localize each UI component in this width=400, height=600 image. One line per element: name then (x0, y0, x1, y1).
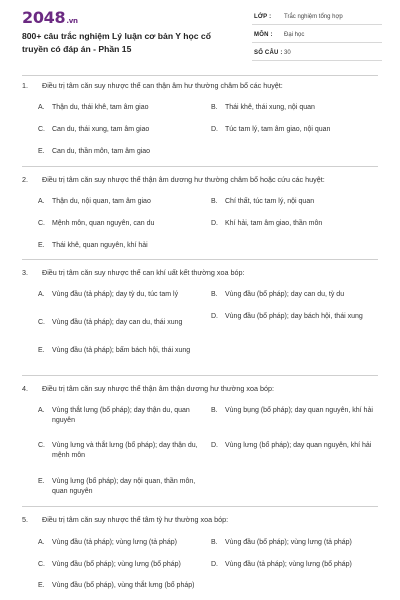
option-b[interactable] (211, 406, 381, 416)
option-text: Vùng đầu (tả pháp); vùng lưng (bổ pháp) (225, 561, 352, 568)
option-letter: B. (211, 407, 218, 414)
option-letter: D. (211, 442, 218, 449)
option-letter: A. (38, 104, 45, 111)
option-a[interactable] (38, 538, 206, 548)
option-text: Vùng bụng (bổ pháp); day quan nguyên, khí hải (225, 407, 373, 414)
question-text (22, 175, 378, 185)
option-text: Vùng đầu (bổ pháp); day can du, tỳ du (225, 291, 345, 298)
option-letter: D. (211, 126, 218, 133)
option-text: Mệnh môn, quan nguyên, can du (52, 220, 155, 227)
question-divider (22, 259, 378, 260)
option-text: Vùng đầu (tả pháp); day tỳ du, túc tam lý (52, 291, 179, 298)
option-letter: E. (38, 582, 45, 589)
page-title: 800+ câu trắc nghiệm Lý luận cơ bản Y học cổ truyền có đáp án - Phần 15 (22, 31, 211, 54)
question-divider (22, 166, 378, 167)
option-text: Chí thất, túc tam lý, nội quan (225, 198, 315, 205)
question-divider (22, 506, 378, 507)
option-text: Túc tam lý, tam âm giao, nội quan (225, 126, 331, 133)
question-text (22, 515, 378, 525)
option-letter: D. (211, 220, 218, 227)
option-text: Vùng thắt lưng (bổ pháp); day thận du, quan nguyên (52, 407, 190, 424)
option-text: Vùng đầu (tả pháp); bấm bách hội, thái xung (52, 347, 191, 354)
option-text: Khí hải, tam âm giao, thần môn (225, 220, 323, 227)
option-letter: B. (211, 104, 218, 111)
question-number: 1. (22, 81, 28, 90)
option-a[interactable] (38, 103, 203, 113)
option-text: Thận du, thái khê, tam âm giao (52, 104, 149, 111)
question-text (22, 384, 378, 394)
question-5 (22, 515, 378, 525)
info-label: LỚP : (254, 14, 272, 20)
option-c[interactable] (38, 560, 206, 570)
option-b[interactable] (211, 103, 381, 113)
option-e[interactable] (38, 581, 198, 591)
option-b[interactable] (211, 197, 381, 207)
option-letter: A. (38, 291, 45, 298)
page-header (0, 0, 400, 70)
option-text: Vùng lưng và thắt lưng (bổ pháp); day thận du, mệnh môn (52, 442, 198, 459)
header-divider (22, 75, 378, 76)
option-letter: C. (38, 220, 45, 227)
info-value: Trắc nghiệm tổng hợp (284, 14, 343, 20)
info-label: MÔN : (254, 32, 273, 38)
option-text: Thái khê, thái xung, nội quan (225, 104, 315, 111)
question-2 (22, 175, 378, 185)
option-d[interactable] (211, 312, 381, 322)
option-text: Can du, thái xung, tam âm giao (52, 126, 150, 133)
option-letter: B. (211, 291, 218, 298)
option-letter: C. (38, 442, 45, 449)
question-text (22, 81, 378, 91)
option-text: Vùng lưng (bổ pháp); day quan nguyên, khí hải (225, 442, 372, 449)
option-text: Thận du, nội quan, tam âm giao (52, 198, 151, 205)
option-letter: C. (38, 561, 45, 568)
option-letter: A. (38, 539, 45, 546)
question-body: Điều trị tâm căn suy nhược thể thận âm dương hư thường châm bổ hoặc cứu các huyệt: (42, 175, 325, 184)
option-d[interactable] (211, 219, 381, 229)
question-number: 5. (22, 515, 28, 524)
option-d[interactable] (211, 125, 381, 135)
question-number: 4. (22, 384, 28, 393)
option-text: Vùng lưng (bổ pháp); day nội quan, thần môn, quan nguyên (52, 478, 196, 495)
option-letter: E. (38, 242, 45, 249)
option-e[interactable] (38, 147, 203, 157)
option-a[interactable] (38, 290, 206, 300)
option-text: Vùng đầu (bổ pháp); day bách hội, thái xung (225, 313, 363, 320)
option-letter: E. (38, 478, 45, 485)
option-e[interactable] (38, 241, 203, 251)
info-row-class (252, 11, 382, 25)
option-text: Thái khê, quan nguyên, khí hải (52, 242, 148, 249)
option-c[interactable] (38, 219, 203, 229)
option-c[interactable] (38, 318, 206, 328)
info-value: 30 (284, 50, 291, 56)
logo-suffix: .vn (66, 17, 78, 25)
option-letter: D. (211, 313, 218, 320)
option-text: Vùng đầu (bổ pháp), vùng thắt lưng (bổ pháp) (52, 582, 195, 589)
option-letter: E. (38, 347, 45, 354)
question-text (22, 268, 378, 278)
info-row-subject (252, 29, 382, 43)
option-text: Vùng đầu (bổ pháp); vùng lưng (bổ pháp) (52, 561, 181, 568)
option-c[interactable] (38, 125, 203, 135)
info-value: Đại học (284, 32, 305, 38)
option-letter: C. (38, 319, 45, 326)
option-b[interactable] (211, 290, 381, 300)
question-number: 3. (22, 268, 28, 277)
option-d[interactable] (211, 441, 381, 451)
option-d[interactable] (211, 560, 383, 570)
option-c[interactable] (38, 441, 206, 461)
question-body: Điều trị tâm căn suy nhược thể can khí uất kết thường xoa bóp: (42, 268, 245, 277)
option-letter: C. (38, 126, 45, 133)
option-text: Vùng đầu (tả pháp); vùng lưng (tả pháp) (52, 539, 177, 546)
option-e[interactable] (38, 346, 198, 356)
question-body: Điều trị tâm căn suy nhược thể thận âm thận dương hư thường xoa bóp: (42, 384, 274, 393)
option-letter: A. (38, 198, 45, 205)
option-letter: A. (38, 407, 45, 414)
info-label: SỐ CÂU : (254, 50, 283, 56)
option-a[interactable] (38, 406, 206, 426)
info-row-count (252, 47, 382, 61)
question-body: Điều trị tâm căn suy nhược thể can thận âm hư thường châm bổ các huyệt: (42, 81, 283, 90)
option-text: Can du, thần môn, tam âm giao (52, 148, 151, 155)
question-body: Điều trị tâm căn suy nhược thể tâm tỳ hư thường xoa bóp: (42, 515, 229, 524)
question-divider (22, 375, 378, 376)
option-e[interactable] (38, 477, 206, 497)
site-logo[interactable] (22, 8, 78, 27)
option-b[interactable] (211, 538, 383, 548)
quiz-info-panel (252, 11, 382, 65)
logo-text: 2048 (22, 8, 66, 27)
question-3 (22, 268, 378, 278)
option-letter: B. (211, 198, 218, 205)
option-letter: E. (38, 148, 45, 155)
option-letter: D. (211, 561, 218, 568)
option-text: Vùng đầu (bổ pháp); vùng lưng (tả pháp) (225, 539, 352, 546)
question-4 (22, 384, 378, 394)
option-text: Vùng đầu (tả pháp); day can du, thái xung (52, 319, 183, 326)
option-letter: B. (211, 539, 218, 546)
question-number: 2. (22, 175, 28, 184)
option-a[interactable] (38, 197, 203, 207)
question-1 (22, 81, 378, 91)
